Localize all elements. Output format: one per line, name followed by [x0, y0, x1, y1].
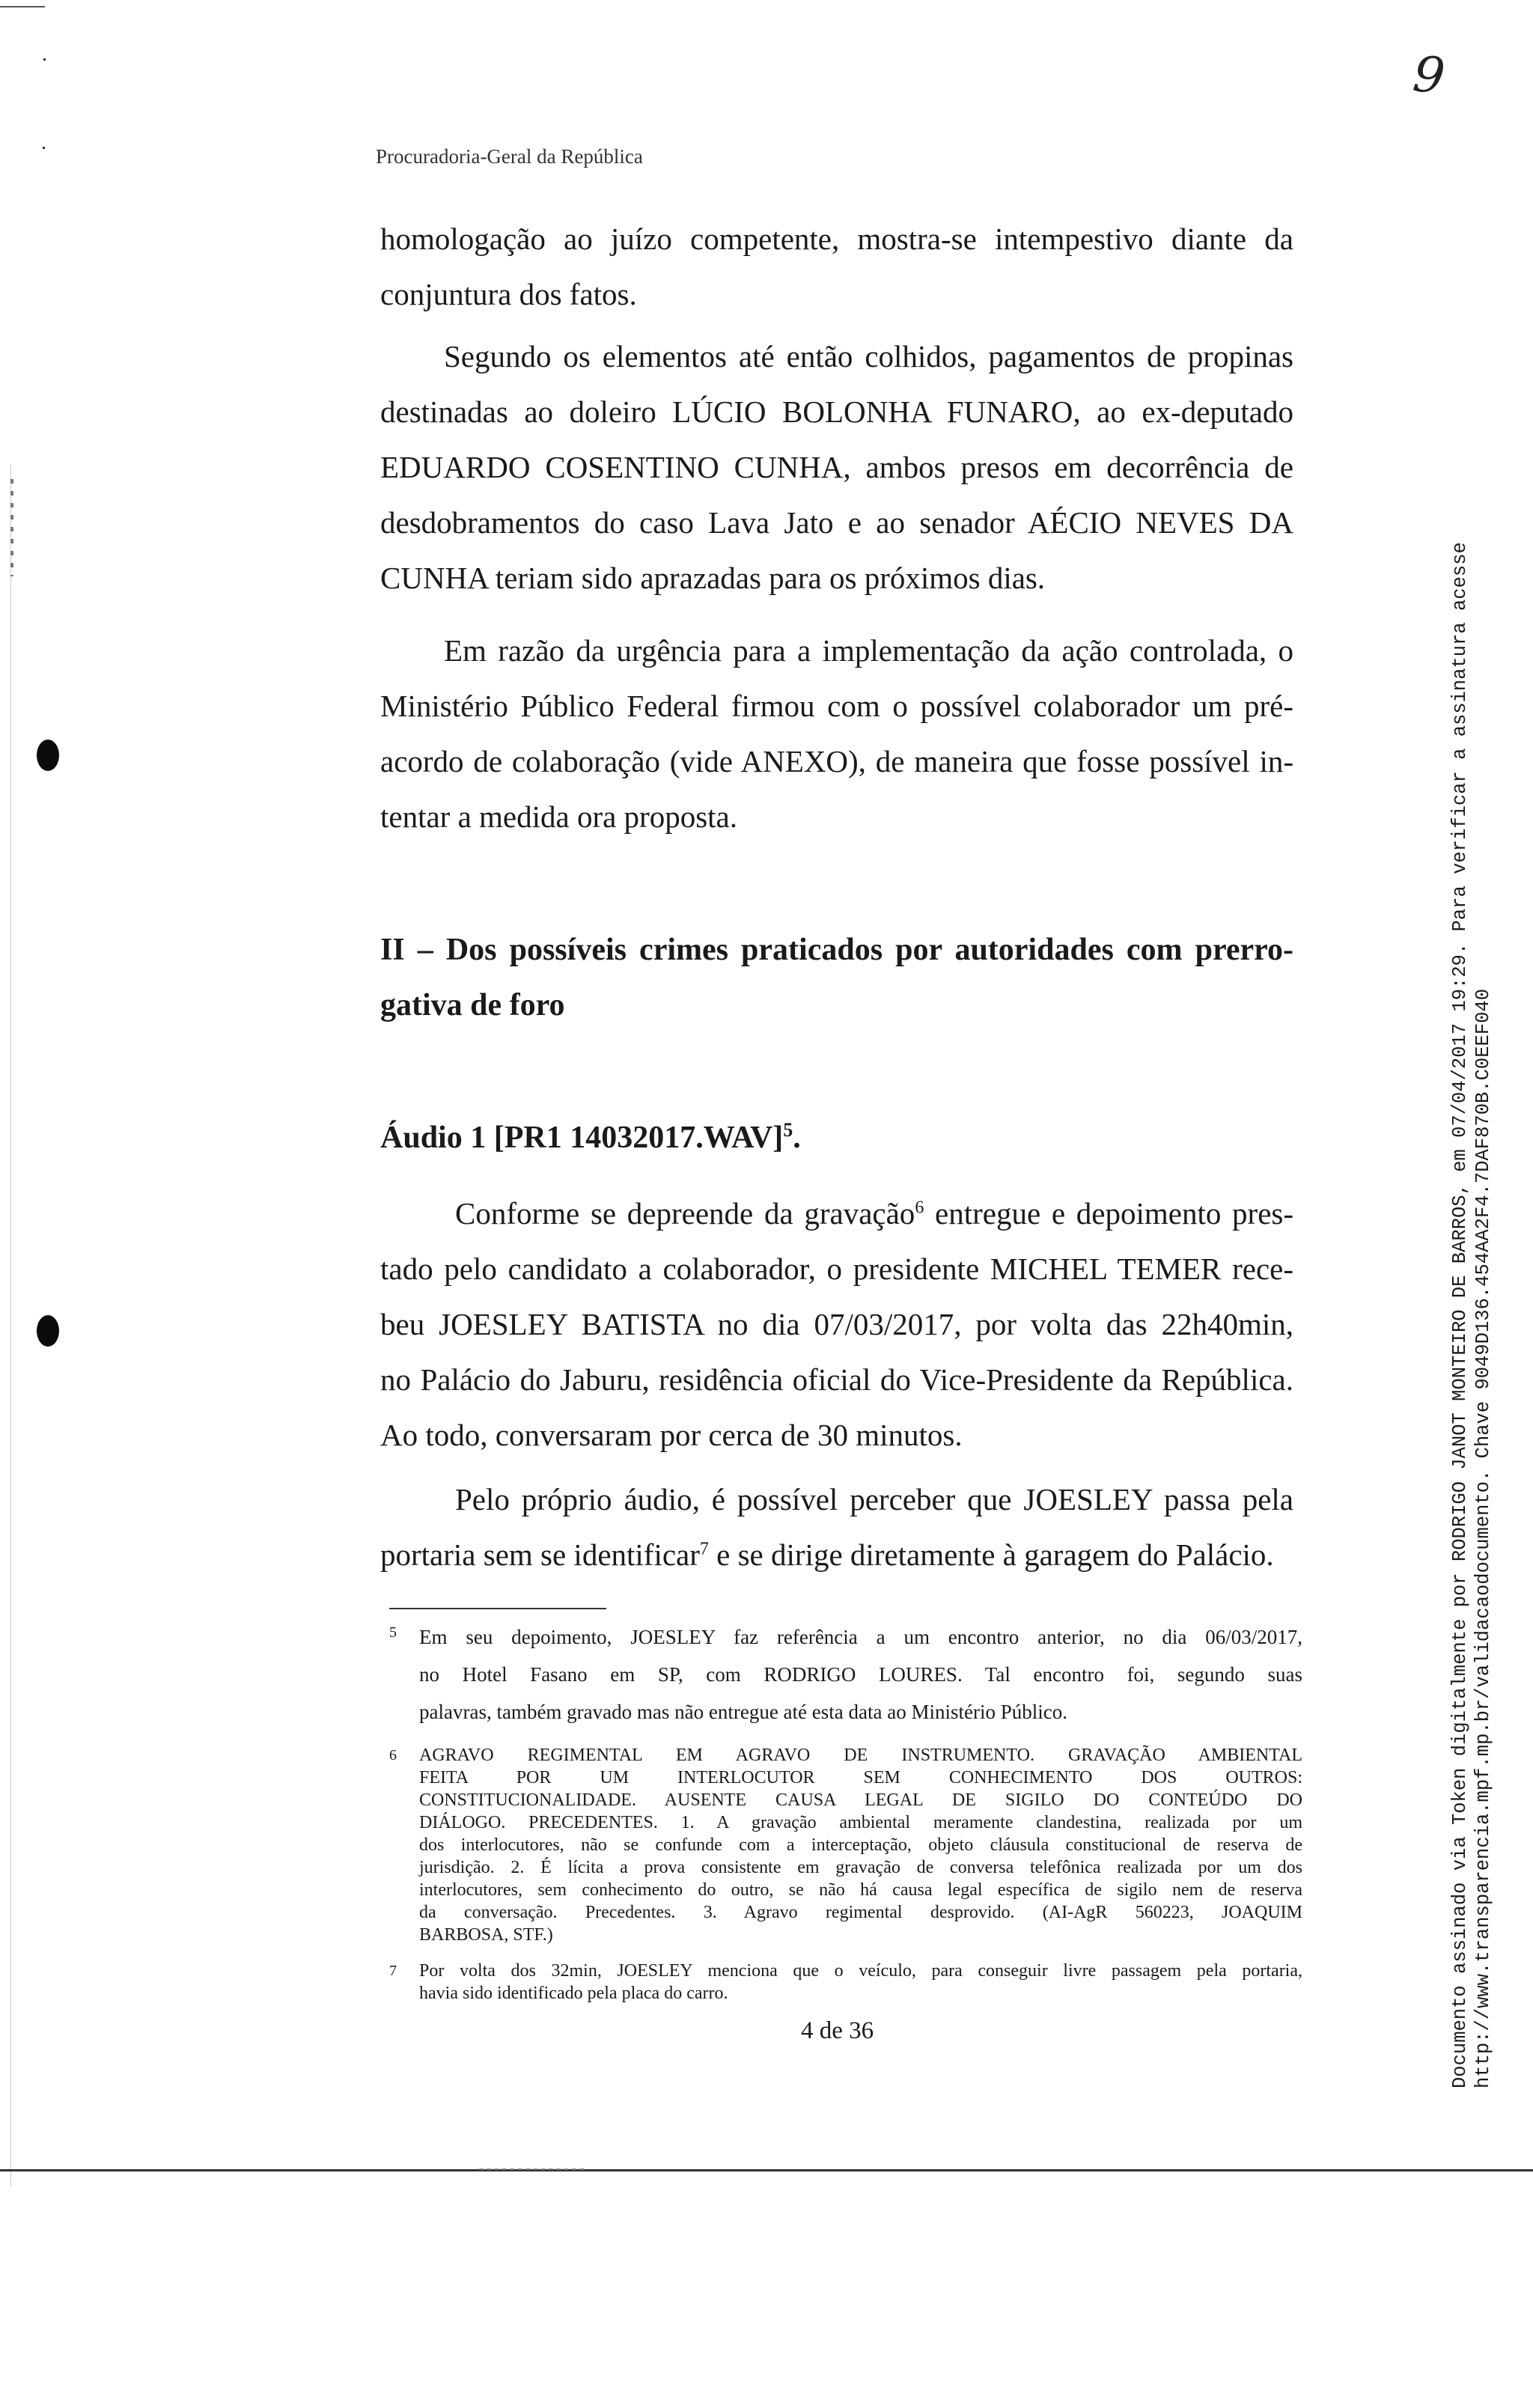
page-header: Procuradoria-Geral da República	[376, 145, 643, 168]
footnote-line: palavras, também gravado mas não entregue até esta data ao Ministério Público.	[419, 1701, 1067, 1723]
footnote-number: 6	[389, 1747, 397, 1764]
text-line: Ministério Público Federal firmou com o possível colaborador um pré-	[380, 689, 1293, 723]
footnote-line: FEITA POR UM INTERLOCUTOR SEM CONHECIMENTO DOS OUTROS:	[419, 1768, 1302, 1787]
text-line: desdobramentos do caso Lava Jato e ao senador AÉCIO NEVES DA	[380, 505, 1293, 540]
page-footer: 4 de 36	[801, 2017, 874, 2044]
text-line: tentar a medida ora proposta.	[380, 799, 738, 834]
scan-bottom-edge	[0, 2169, 1533, 2171]
signature-line: Documento assinado via Token digitalmente por RODRIGO JANOT MONTEIRO DE BARROS, em 07/04/2017 19:29. Para verificar a assinatura acesse	[1449, 542, 1471, 2088]
text-line: homologação ao juízo competente, mostra-se intempestivo diante da	[380, 222, 1293, 256]
footnote-line: Em seu depoimento, JOESLEY faz referência a um encontro anterior, no dia 06/03/2017,	[419, 1626, 1302, 1648]
handwritten-page-number: 9	[1410, 45, 1448, 106]
text-line: conjuntura dos fatos.	[380, 277, 637, 311]
footnote-line: DIÁLOGO. PRECEDENTES. 1. A gravação ambiental meramente clandestina, realizada por um	[419, 1813, 1302, 1832]
text-fragment: Conforme se depreende da gravação	[455, 1196, 915, 1231]
footnote-line: Por volta dos 32min, JOESLEY menciona que o veículo, para conseguir livre passagem pela portaria,	[419, 1961, 1302, 1981]
audio-heading-text: Áudio 1 [PR1 14032017.WAV]	[380, 1121, 784, 1155]
footnote-line: dos interlocutores, não se confunde com a interceptação, objeto cláusula constitucional de reserva de	[419, 1835, 1302, 1855]
binder-hole-bottom	[37, 1315, 59, 1347]
footnote-line: AGRAVO REGIMENTAL EM AGRAVO DE INSTRUMENTO. GRAVAÇÃO AMBIENTAL	[419, 1746, 1302, 1765]
footnote-line: no Hotel Fasano em SP, com RODRIGO LOURES. Tal encontro foi, segundo suas	[419, 1663, 1302, 1686]
footnote-line: havia sido identificado pela placa do carro.	[419, 1984, 728, 2003]
text-fragment: entregue e depoimento pres-	[924, 1196, 1293, 1231]
binder-hole-top	[37, 740, 59, 771]
text-line	[380, 1527, 1293, 1582]
text-line	[380, 1186, 1293, 1241]
footnote-6	[389, 1744, 1302, 1946]
text-line: CUNHA teriam sido aprazadas para os próximos dias.	[380, 561, 1046, 595]
text-line: destinadas ao doleiro LÚCIO BOLONHA FUNARO, ao ex-deputado	[380, 394, 1293, 429]
paragraph-2	[380, 329, 1293, 606]
section-heading	[380, 922, 1293, 1033]
text-line: Segundo os elementos até então colhidos, pagamentos de propinas	[444, 339, 1293, 374]
footnote-line: CONSTITUCIONALIDADE. AUSENTE CAUSA LEGAL DE SIGILO DO CONTEÚDO DO	[419, 1790, 1302, 1810]
footnote-ref: 6	[915, 1198, 924, 1218]
scan-edge-line	[0, 6, 45, 7]
footnote-ref: 7	[699, 1539, 709, 1559]
footnote-number: 7	[389, 1963, 397, 1979]
footnote-line: BARBOSA, STF.)	[419, 1925, 553, 1945]
text-line: tado pelo candidato a colaborador, o presidente MICHEL TEMER rece-	[380, 1252, 1293, 1286]
scan-speck	[43, 58, 46, 61]
text-line: beu JOESLEY BATISTA no dia 07/03/2017, por volta das 22h40min,	[380, 1307, 1293, 1341]
paragraph-4	[380, 1186, 1293, 1463]
scan-left-edge	[10, 464, 11, 2186]
paragraph-5	[380, 1472, 1293, 1582]
signature-line: http://www.transparencia.mpf.mp.br/validacaodocumento. Chave 9049D136.454AA2F4.7DAF870B.C0EEF040	[1472, 988, 1494, 2088]
audio-heading	[380, 1120, 801, 1156]
text-line: Em razão da urgência para a implementação da ação controlada, o	[444, 633, 1293, 668]
paragraph-3	[380, 623, 1293, 844]
audio-heading-tail: .	[793, 1121, 801, 1155]
heading-line: gativa de foro	[380, 988, 565, 1022]
footnote-ref: 5	[783, 1119, 793, 1141]
footnote-number: 5	[389, 1624, 397, 1641]
text-line: no Palácio do Jaburu, residência oficial do Vice-Presidente da República.	[380, 1362, 1293, 1397]
footnote-7	[389, 1960, 1302, 2005]
heading-line: II – Dos possíveis crimes praticados por autoridades com prerro-	[380, 933, 1293, 967]
footnote-line: da conversação. Precedentes. 3. Agravo regimental desprovido. (AI-AgR 560223, JOAQUIM	[419, 1903, 1302, 1922]
scan-left-marks	[10, 479, 13, 576]
text-fragment: e se dirige diretamente à garagem do Palácio.	[708, 1537, 1274, 1572]
text-fragment: portaria sem se identificar	[380, 1537, 700, 1572]
footnote-separator	[389, 1608, 606, 1609]
digital-signature-stamp	[1448, 442, 1495, 2088]
text-line: Ao todo, conversaram por cerca de 30 minutos.	[380, 1418, 963, 1452]
footnote-line: jurisdição. 2. É lícita a prova consistente em gravação de conversa telefônica realizada por um dos	[419, 1858, 1302, 1877]
scan-speck	[43, 147, 45, 149]
text-line: EDUARDO COSENTINO CUNHA, ambos presos em decorrência de	[380, 450, 1293, 484]
paragraph-1	[380, 211, 1293, 322]
text-line: Pelo próprio áudio, é possível perceber que JOESLEY passa pela	[455, 1482, 1293, 1517]
text-line: acordo de colaboração (vide ANEXO), de maneira que fosse possível in-	[380, 744, 1293, 778]
footnote-5	[389, 1618, 1302, 1731]
footnote-line: interlocutores, sem conhecimento do outro, se não há causa legal específica de sigilo nem de reserva	[419, 1880, 1302, 1900]
scan-bottom-mark	[479, 2168, 584, 2170]
